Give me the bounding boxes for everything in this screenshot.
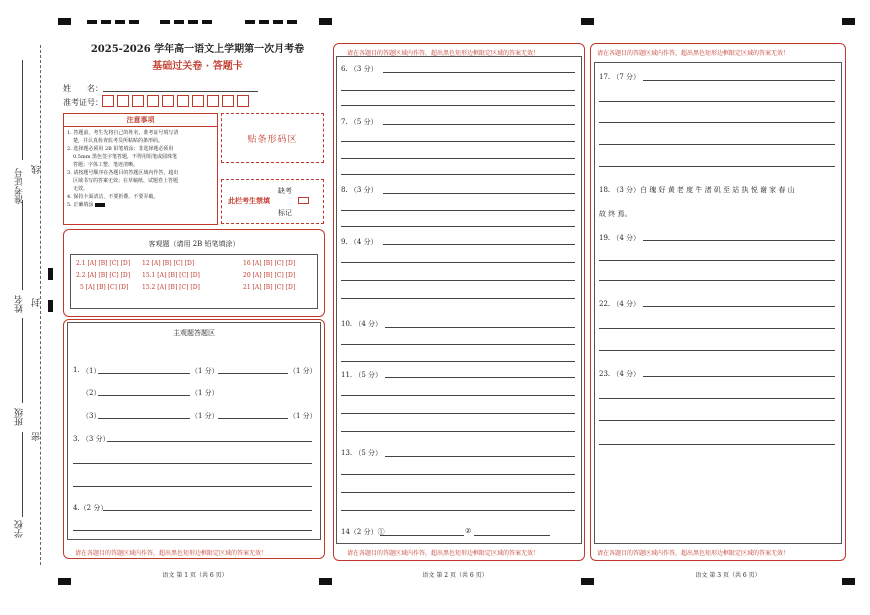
id-digit-box[interactable] xyxy=(207,95,219,107)
answer-line[interactable] xyxy=(341,158,575,159)
answer-line[interactable] xyxy=(341,298,575,299)
answer-line[interactable] xyxy=(341,280,575,281)
answer-line[interactable] xyxy=(599,101,835,102)
answer-line[interactable] xyxy=(218,418,288,419)
q7-label: 7. （5 分） xyxy=(341,118,378,126)
answer-line[interactable] xyxy=(599,280,835,281)
answer-line[interactable] xyxy=(341,141,575,142)
page-footer-3: 语文 第 3 页（共 6 页） xyxy=(695,572,761,579)
answer-line[interactable] xyxy=(599,328,835,329)
side-class-label: 班级 xyxy=(15,408,25,426)
side-exam-id-label: 准考证号 xyxy=(15,168,25,204)
side-mark xyxy=(48,300,53,312)
answer-line[interactable] xyxy=(599,144,835,145)
answer-line[interactable] xyxy=(98,418,190,419)
answer-line[interactable] xyxy=(341,492,575,493)
id-digit-box[interactable] xyxy=(147,95,159,107)
choice-row[interactable]: 21 [A] [B] [C] [D] xyxy=(243,284,296,291)
answer-line[interactable] xyxy=(385,377,575,378)
answer-line[interactable] xyxy=(385,456,575,457)
answer-line[interactable] xyxy=(73,463,312,464)
note-line xyxy=(67,201,214,209)
note-line: 区域书写的答案无效；在草稿纸、试题卷上答题 xyxy=(73,178,179,184)
side-fill-line xyxy=(22,60,23,160)
choice-row[interactable]: 2.2 [A] [B] [C] [D] xyxy=(76,272,131,279)
id-digit-box[interactable] xyxy=(117,95,129,107)
answer-line[interactable] xyxy=(73,530,312,531)
choice-row[interactable]: 2.1 [A] [B] [C] [D] xyxy=(76,260,131,267)
note-line: 0.5mm 黑色签字笔答题，不得用铅笔或圆珠笔 xyxy=(73,154,178,160)
note-line: 4. 保持卡面清洁，不要折叠、不要弄破。 xyxy=(67,194,159,200)
q10-label: 10. （4 分） xyxy=(341,320,383,328)
side-fill-line xyxy=(22,432,23,517)
q1-points: （1 分） xyxy=(289,412,317,420)
answer-line[interactable] xyxy=(218,373,288,374)
note-line-text: 5. 正确填涂 xyxy=(67,202,94,208)
choice-row[interactable]: 15.1 [A] [B] [C] [D] xyxy=(142,272,200,279)
answer-line[interactable] xyxy=(98,395,190,396)
q14-part2-label: ② xyxy=(465,527,472,535)
notes-title: 注意事项 xyxy=(64,114,217,127)
choice-row[interactable]: 15.2 [A] [B] [C] [D] xyxy=(142,284,200,291)
notes-box xyxy=(63,113,218,225)
page-footer-1: 语文 第 1 页（共 6 页） xyxy=(162,572,228,579)
side-fill-line xyxy=(22,200,23,290)
answer-line[interactable] xyxy=(103,510,312,511)
answer-line[interactable] xyxy=(341,474,575,475)
q14-label: 14（2 分）① xyxy=(341,528,385,536)
answer-line[interactable] xyxy=(341,413,575,414)
answer-line[interactable] xyxy=(341,510,575,511)
answer-line[interactable] xyxy=(341,262,575,263)
q8-label: 8. （3 分） xyxy=(341,186,378,194)
answer-line[interactable] xyxy=(599,350,835,351)
q9-label: 9. （4 分） xyxy=(341,238,378,246)
name-label: 姓 名： xyxy=(63,84,103,93)
answer-line[interactable] xyxy=(385,327,575,328)
q17-label: 17. （7 分） xyxy=(599,73,641,81)
q1-part2: （2） xyxy=(82,389,101,397)
answer-line[interactable] xyxy=(341,226,575,227)
area-warning: 请在各题目的答题区域内作答，超出黑色矩形边框限定区域的答案无效！ xyxy=(75,550,268,557)
alignment-mark xyxy=(842,578,855,585)
answer-line[interactable] xyxy=(341,344,575,345)
id-digit-box[interactable] xyxy=(177,95,189,107)
answer-line[interactable] xyxy=(599,444,835,445)
q1-part3: （3） xyxy=(82,412,101,420)
q1-points: （1 分） xyxy=(191,367,219,375)
answer-line[interactable] xyxy=(383,193,575,194)
name-field[interactable] xyxy=(103,91,258,92)
absent-label: 此栏考生禁填 xyxy=(228,196,270,205)
answer-line[interactable] xyxy=(341,105,575,106)
id-digit-box[interactable] xyxy=(237,95,249,107)
objective-title: 客观题（请用 2B 铅笔填涂） xyxy=(148,240,240,248)
side-dense-char: 密 xyxy=(32,432,42,441)
side-seal-char: 封 xyxy=(32,298,42,307)
id-digit-box[interactable] xyxy=(102,95,114,107)
exam-id-label: 准考证号： xyxy=(63,98,103,107)
side-line-char: 线 xyxy=(32,165,42,174)
answer-line[interactable] xyxy=(383,244,575,245)
choice-row[interactable]: 5 [A] [B] [C] [D] xyxy=(80,284,129,291)
q1-points: （1 分） xyxy=(191,389,219,397)
barcode-area xyxy=(221,113,324,163)
note-line: 楚，并认真检查监考员所粘贴的条形码。 xyxy=(73,138,164,144)
area-warning: 请在各题目的答题区域内作答，超出黑色矩形边框限定区域的答案无效！ xyxy=(347,550,540,557)
id-digit-box[interactable] xyxy=(162,95,174,107)
answer-line[interactable] xyxy=(380,535,464,536)
q18-continuation: 故 终 焉。 xyxy=(599,210,632,218)
note-line: 3. 请按题号顺序在各题目的答题区域内作答，超出 xyxy=(67,170,179,176)
alignment-mark xyxy=(581,18,594,25)
id-digit-box[interactable] xyxy=(132,95,144,107)
note-line: 1. 答题前，考生先将自己的姓名，准考证号填写清 xyxy=(67,130,179,136)
q13-label: 13. （5 分） xyxy=(341,449,383,457)
answer-line[interactable] xyxy=(98,373,190,374)
id-digit-box[interactable] xyxy=(222,95,234,107)
answer-line[interactable] xyxy=(107,441,312,442)
absent-bottom: 标记 xyxy=(278,209,292,217)
side-name-label: 姓名 xyxy=(15,295,25,313)
answer-line[interactable] xyxy=(599,166,835,167)
correct-fill-sample xyxy=(95,203,105,207)
q1-points: （1 分） xyxy=(289,367,317,375)
answer-line[interactable] xyxy=(73,486,312,487)
q4-label: 4.（2 分） xyxy=(73,504,108,512)
subjective-title: 主观题答题区 xyxy=(173,329,215,337)
side-fill-line xyxy=(22,318,23,403)
exam-title: 2025-2026 学年高一语文上学期第一次月考卷 xyxy=(90,44,305,55)
absent-box xyxy=(221,179,324,224)
answer-line[interactable] xyxy=(643,240,835,241)
answer-line[interactable] xyxy=(599,122,835,123)
answer-line[interactable] xyxy=(599,398,835,399)
answer-line[interactable] xyxy=(474,535,550,536)
answer-line[interactable] xyxy=(643,376,835,377)
area-warning: 请在各题目的答题区域内作答，超出黑色矩形边框限定区域的答案无效！ xyxy=(597,50,790,57)
q19-label: 19. （4 分） xyxy=(599,234,641,242)
answer-line[interactable] xyxy=(341,431,575,432)
answer-line[interactable] xyxy=(383,124,575,125)
answer-line[interactable] xyxy=(341,210,575,211)
alignment-mark xyxy=(319,578,332,585)
alignment-mark xyxy=(319,18,332,25)
column-2-inner-border xyxy=(336,56,582,544)
answer-line[interactable] xyxy=(643,80,835,81)
alignment-mark xyxy=(160,20,215,24)
q3-label: 3. （3 分） xyxy=(73,435,110,443)
q11-label: 11. （5 分） xyxy=(341,371,383,379)
note-line: 答题；字体工整、笔迹清晰。 xyxy=(73,162,139,168)
area-warning: 请在各题目的答题区域内作答，超出黑色矩形边框限定区域的答案无效！ xyxy=(347,50,540,57)
alignment-mark xyxy=(581,578,594,585)
answer-line[interactable] xyxy=(599,260,835,261)
note-line: 无效。 xyxy=(73,186,89,192)
alignment-mark xyxy=(245,20,300,24)
answer-line[interactable] xyxy=(341,90,575,91)
q18-label: 18. （3 分）白 瑰 好 黄 老 度 牛 渚 矶 至 站 执 悦 谢 家 春 山 xyxy=(599,186,795,194)
alignment-mark xyxy=(87,20,142,24)
exam-subtitle: 基础过关卷 · 答题卡 xyxy=(152,61,243,72)
notes-list xyxy=(64,127,217,211)
absent-top: 缺考 xyxy=(278,187,292,195)
note-line: 2. 选择题必须用 2B 铅笔填涂；非选择题必须用 xyxy=(67,146,174,152)
alignment-mark xyxy=(58,578,71,585)
answer-line[interactable] xyxy=(341,395,575,396)
alignment-mark xyxy=(58,18,71,25)
absent-mark-box[interactable] xyxy=(298,197,309,204)
answer-line[interactable] xyxy=(341,361,575,362)
answer-line[interactable] xyxy=(643,306,835,307)
choice-row[interactable]: 20 [A] [B] [C] [D] xyxy=(243,272,296,279)
barcode-label: 贴条形码区 xyxy=(247,134,298,145)
answer-line[interactable] xyxy=(599,420,835,421)
id-digit-box[interactable] xyxy=(192,95,204,107)
answer-line[interactable] xyxy=(341,174,575,175)
side-school-label: 学校 xyxy=(15,520,25,538)
q6-label: 6. （3 分） xyxy=(341,65,378,73)
alignment-mark xyxy=(842,18,855,25)
q23-label: 23. （4 分） xyxy=(599,370,641,378)
choice-row[interactable]: 12 [A] [B] [C] [D] xyxy=(142,260,195,267)
answer-line[interactable] xyxy=(383,72,575,73)
area-warning: 请在各题目的答题区域内作答，超出黑色矩形边框限定区域的答案无效！ xyxy=(597,550,790,557)
page-footer-2: 语文 第 2 页（共 6 页） xyxy=(422,572,488,579)
q22-label: 22. （4 分） xyxy=(599,300,641,308)
q1-number: 1. xyxy=(73,366,80,374)
side-mark xyxy=(48,268,53,280)
choice-row[interactable]: 16 [A] [B] [C] [D] xyxy=(243,260,296,267)
q1-points: （1 分） xyxy=(191,412,219,420)
q1-part1: （1） xyxy=(82,367,101,375)
